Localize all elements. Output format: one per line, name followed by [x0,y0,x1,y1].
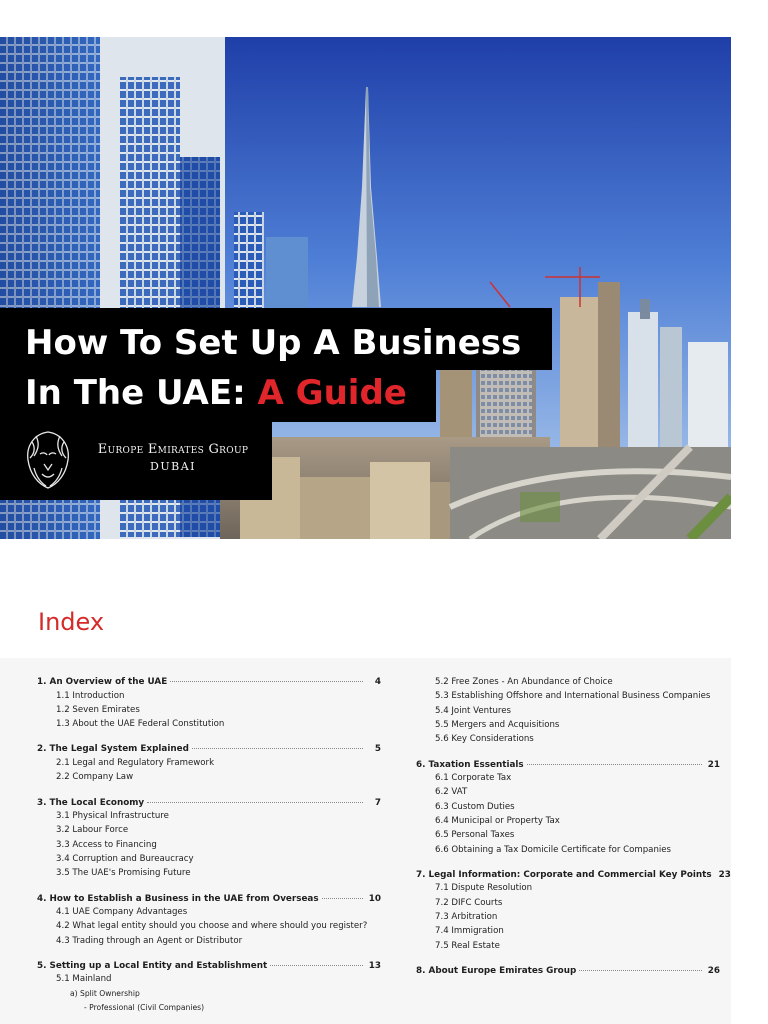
toc-subsection-entry[interactable]: 7.5 Real Estate [435,940,500,951]
toc-section-title: 4. How to Establish a Business in the UAE from Overseas [37,893,319,904]
toc-subsection-entry[interactable]: 6.3 Custom Duties [435,801,515,812]
toc-leader-dots [270,965,363,966]
toc-leader-dots [579,970,702,971]
toc-subsection-entry[interactable]: 3.4 Corruption and Bureaucracy [56,853,194,864]
toc-subsection-entry[interactable]: 5.3 Establishing Offshore and International Business Companies [435,691,711,702]
toc-subsection-entry[interactable]: 5.5 Mergers and Acquisitions [435,719,560,730]
toc-page-number: 5 [374,744,381,755]
toc-subsection-entry[interactable]: 6.2 VAT [435,787,468,798]
toc-page-number: 13 [368,960,381,971]
toc-subsection-entry[interactable]: 5.1 Mainland [56,974,112,985]
toc-section-title: 6. Taxation Essentials [416,759,524,770]
logo-city: DUBAI [150,460,196,473]
toc-page-number: 23 [718,869,731,880]
toc-section-entry[interactable] [416,759,720,771]
toc-section-entry[interactable] [37,960,381,972]
toc-subsection-entry[interactable]: 3.1 Physical Infrastructure [56,811,169,821]
toc-page-number: 10 [368,893,381,904]
toc-subsection-entry[interactable]: 6.6 Obtaining a Tax Domicile Certificate for Companies [435,844,672,855]
toc-subsection-entry[interactable]: 4.1 UAE Company Advantages [56,907,188,917]
toc-leader-dots [170,681,363,682]
toc-subsection-entry[interactable]: 7.4 Immigration [435,926,504,937]
toc-subsection-entry[interactable]: 5.6 Key Considerations [435,734,534,745]
toc-subsection-entry[interactable]: 3.2 Labour Force [56,825,129,836]
toc-page-number: 26 [707,965,720,976]
toc-section-entry[interactable] [37,893,381,905]
index-heading: Index [38,608,105,636]
toc-subsection-entry[interactable]: 7.3 Arbitration [435,911,498,922]
toc-subsection-entry[interactable]: 6.1 Corporate Tax [435,773,512,783]
toc-section-entry[interactable] [37,797,381,809]
toc-subsection-entry[interactable]: 6.4 Municipal or Property Tax [435,815,560,826]
toc-subsection-entry[interactable]: 4.2 What legal entity should you choose and where should you register? [56,921,368,932]
toc-section-entry[interactable] [37,743,381,755]
toc-leader-dots [322,898,363,899]
cover-title-accent: A Guide [257,373,407,413]
logo-company-name: Europe Emirates Group [97,442,249,457]
toc-page-number: 4 [374,677,381,687]
toc-subsection-entry[interactable]: 3.5 The UAE's Promising Future [56,868,191,879]
toc-subsection-entry[interactable]: a) Split Ownership [70,988,140,998]
toc-leader-dots [192,748,363,749]
toc-subsection-entry[interactable]: 1.2 Seven Emirates [56,704,140,715]
toc-section-title: 7. Legal Information: Corporate and Commercial Key Points [416,869,712,880]
toc-subsection-entry[interactable]: 1.1 Introduction [56,690,125,701]
toc-section-entry[interactable] [416,869,731,881]
toc-section-title: 3. The Local Economy [37,797,145,808]
cover-title-line-1 [0,308,552,370]
toc-section-entry[interactable] [416,965,720,977]
toc-subsection-entry[interactable]: 5.2 Free Zones - An Abundance of Choice [435,677,613,687]
toc-subsection-entry[interactable]: 3.3 Access to Financing [56,839,157,850]
toc-leader-dots [527,764,702,765]
table-of-contents [0,658,731,1024]
toc-section-title: 2. The Legal System Explained [37,744,189,755]
toc-section-title: 1. An Overview of the UAE [37,677,168,687]
lion-head-icon [22,428,74,492]
toc-subsection-entry[interactable]: 4.3 Trading through an Agent or Distributor [56,935,243,946]
toc-subsection-entry[interactable]: 7.2 DIFC Courts [435,897,503,908]
toc-page-number: 7 [374,797,381,808]
cover-title-text: How To Set Up A Business [25,323,522,363]
toc-section-title: 8. About Europe Emirates Group [416,965,577,976]
toc-page-number: 21 [707,759,720,770]
toc-section-title: 5. Setting up a Local Entity and Establishment [37,960,268,971]
toc-subsection-entry[interactable]: 7.1 Dispute Resolution [435,883,533,894]
toc-subsection-entry[interactable]: 6.5 Personal Taxes [435,830,515,841]
toc-subsection-entry[interactable]: 2.1 Legal and Regulatory Framework [56,757,215,768]
cover-title-text-prefix: In The UAE: [25,373,258,413]
toc-leader-dots [147,802,363,803]
company-logo [0,422,272,500]
toc-subsection-entry[interactable]: 1.3 About the UAE Federal Constitution [56,719,225,730]
toc-section-entry[interactable] [37,676,381,688]
cover-title-line-2 [0,370,436,422]
toc-subsection-entry[interactable]: - Professional (Civil Companies) [84,1003,205,1012]
toc-subsection-entry[interactable]: 2.2 Company Law [56,772,134,783]
toc-subsection-entry[interactable]: 5.4 Joint Ventures [435,705,511,716]
